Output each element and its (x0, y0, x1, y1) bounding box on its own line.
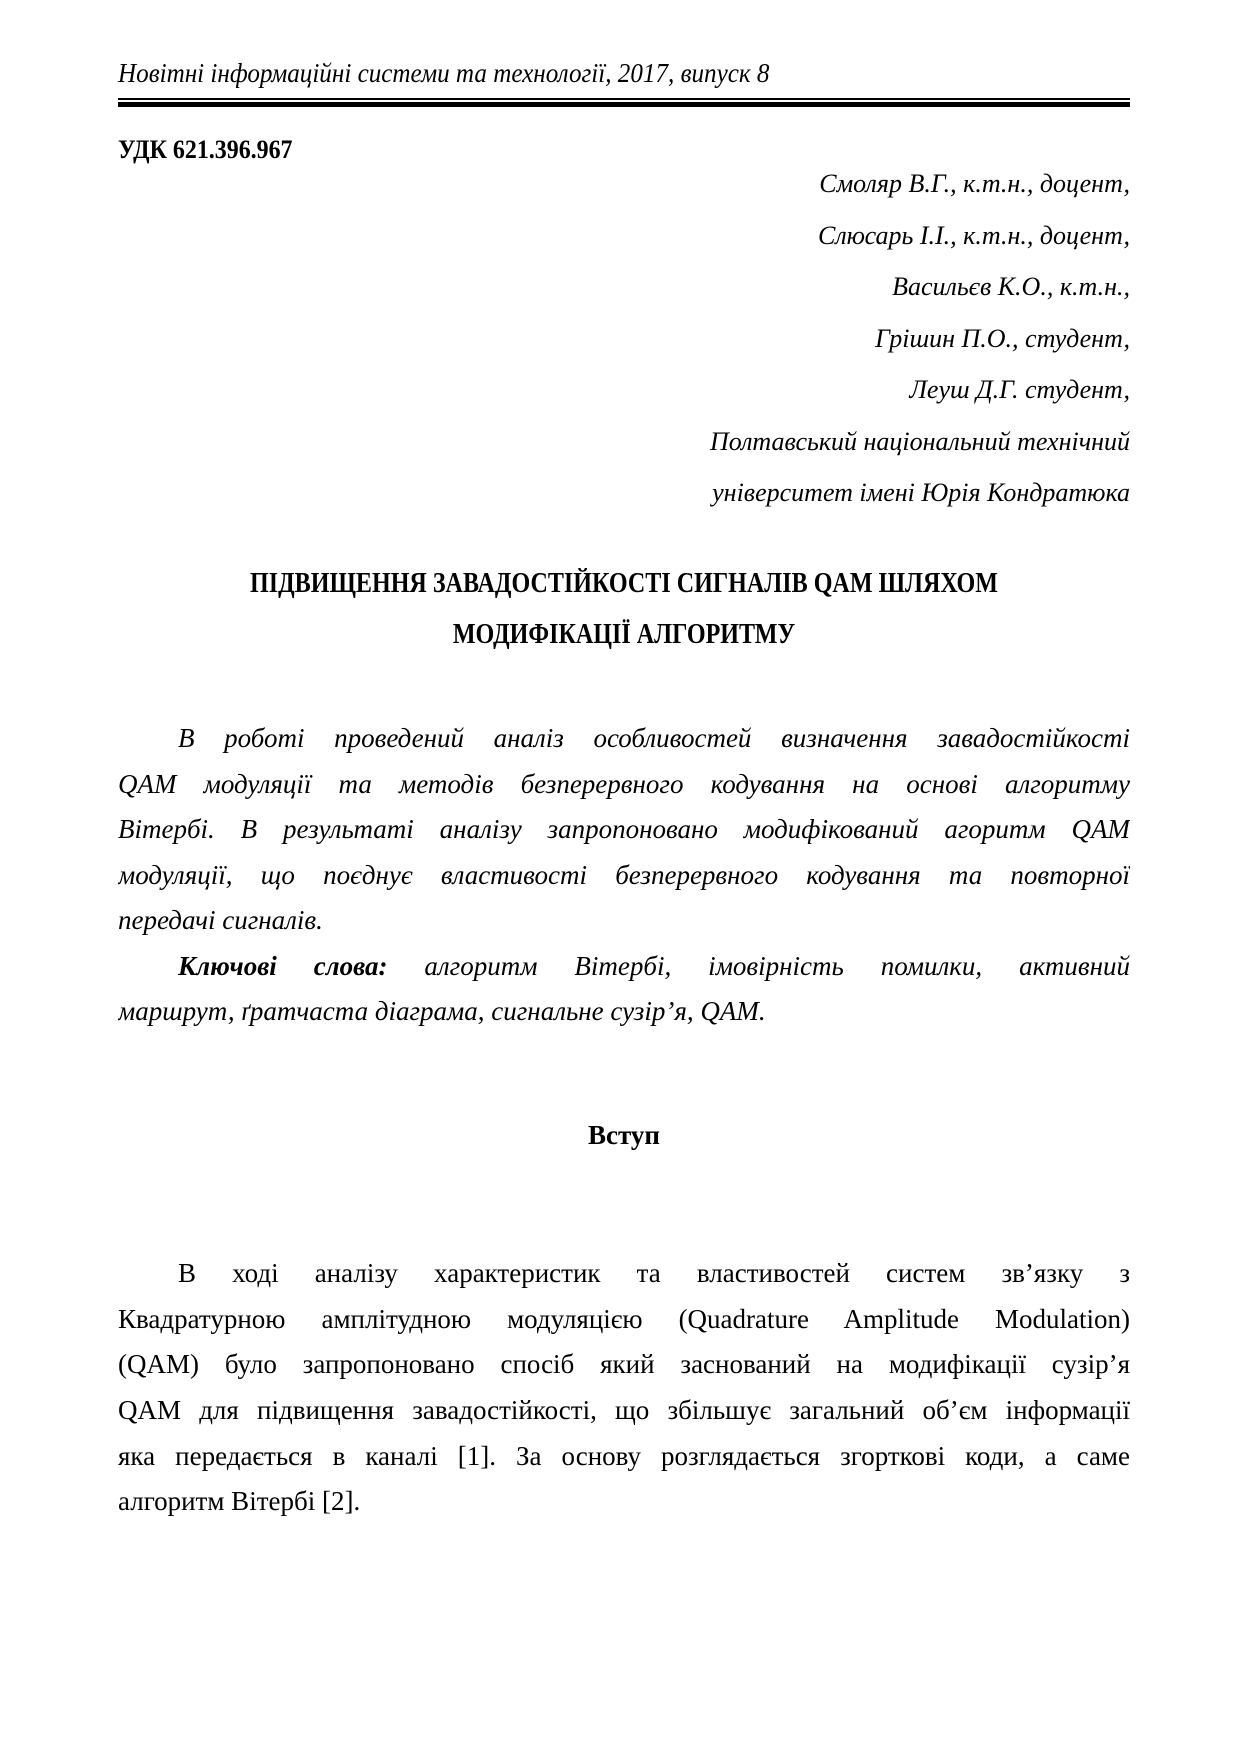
keywords-text: алгоритм Вітербі, імовірність помилки, активний (387, 950, 1130, 981)
abstract (118, 720, 1130, 1039)
abstract-line: QAM модуляції та методів безперервного кодування на основі алгоритму (118, 768, 1130, 799)
body-line: В ході аналізу характеристик та властивостей систем зв’язку з (178, 1258, 1130, 1288)
title-line: ПІДВИЩЕННЯ ЗАВАДОСТІЙКОСТІ СИГНАЛІВ QAM ШЛЯХОМ (250, 568, 998, 599)
title-line: МОДИФІКАЦІЇ АЛГОРИТМУ (452, 619, 796, 650)
udc-code: УДК 621.396.967 (118, 135, 293, 164)
author-line: Слюсарь І.І., к.т.н., доцент, (818, 220, 1130, 250)
author-line: Смоляр В.Г., к.т.н., доцент, (819, 169, 1130, 198)
header-rule-thin (118, 98, 1130, 100)
author-line: Леуш Д.Г. студент, (909, 375, 1130, 404)
abstract-line: модуляції, що поєднує властивості безперервного кодування та повторної (118, 859, 1130, 890)
keywords-label: Ключові слова: (178, 950, 388, 981)
abstract-line: передачі сигналів. (118, 905, 323, 935)
author-line: Грішин П.О., студент, (875, 323, 1130, 353)
body-line: (QAM) було запропоновано спосіб який заснований на модифікації сузір’я (118, 1349, 1130, 1380)
body-line: Квадратурною амплітудною модуляцією (Quadrature Amplitude Modulation) (118, 1303, 1130, 1334)
body-line: алгоритм Вітербі [2]. (118, 1486, 361, 1517)
body-line: яка передається в каналі [1]. За основу розглядається згорткові коди, а саме (118, 1440, 1130, 1471)
keywords-line (118, 948, 1130, 994)
body-line: QAM для підвищення завадостійкості, що збільшує загальний об’єм інформації (118, 1395, 1130, 1426)
section-heading: Вступ (588, 1120, 660, 1150)
abstract-line: В роботі проведений аналіз особливостей визначення завадостійкості (178, 723, 1130, 753)
keywords-line: маршрут, ґратчаста діаграма, сигнальне сузір’я, QAM. (118, 996, 766, 1026)
author-block (430, 165, 1130, 526)
affiliation-line: університет імені Юрія Кондратюка (712, 478, 1130, 507)
intro-paragraph (118, 1255, 1130, 1529)
affiliation-line: Полтавський національний технічний (709, 426, 1130, 456)
paper-title (118, 565, 1130, 667)
running-header: Новітні інформаційні системи та технології, 2017, випуск 8 (118, 58, 770, 88)
author-line: Васильєв К.О., к.т.н., (892, 272, 1130, 301)
abstract-line: Вітербі. В результаті аналізу запропоновано модифікований агоритм QAM (118, 814, 1130, 844)
header-rule-thick (118, 102, 1130, 107)
